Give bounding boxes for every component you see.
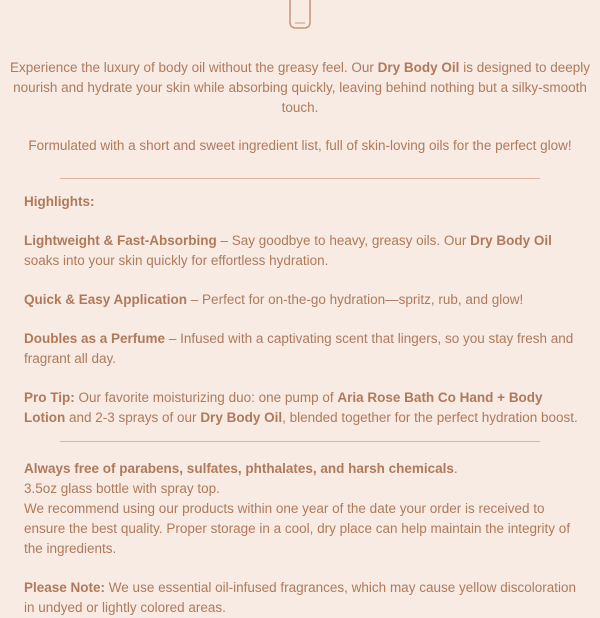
please-note: Please Note: We use essential oil-infused fragrances, which may cause yellow discoloration in undyed or lightly colored areas. (24, 580, 577, 615)
free-of-statement: Always free of parabens, sulfates, phthalates, and harsh chemicals. (24, 461, 458, 476)
details-section (24, 459, 580, 618)
highlights-section (24, 192, 580, 428)
highlight-item: Lightweight & Fast-Absorbing – Say goodbye to heavy, greasy oils. Our Dry Body Oil soaks into your skin quickly for effortless hydration. (24, 233, 552, 268)
pro-tip: Pro Tip: Our favorite moisturizing duo: one pump of Aria Rose Bath Co Hand + Body Lotion and 2-3 sprays of our Dry Body Oil, blended together for the perfect hydration boost. (24, 390, 578, 425)
intro-paragraph: Experience the luxury of body oil without the greasy feel. Our Dry Body Oil is designed to deeply nourish and hydrate your skin while absorbing quickly, leaving behind nothing but a silky-smooth touch. (9, 60, 591, 115)
divider (60, 441, 540, 442)
highlights-title: Highlights: (24, 194, 95, 209)
usage-recommendation: We recommend using our products within one year of the date your order is received to ensure the best quality. Proper storage in a cool, dry place can help maintain the integrity of the ingredients. (24, 501, 571, 556)
highlight-item: Quick & Easy Application – Perfect for on-the-go hydration—spritz, rub, and glow! (24, 292, 524, 307)
highlight-item: Doubles as a Perfume – Infused with a captivating scent that lingers, so you stay fresh and fragrant all day. (24, 331, 574, 366)
bottle-size: 3.5oz glass bottle with spray top. (24, 481, 220, 496)
bottle-icon (284, 0, 316, 36)
ingredient-summary: Formulated with a short and sweet ingredient list, full of skin-loving oils for the perfect glow! (28, 138, 572, 153)
product-intro (0, 58, 600, 156)
divider (60, 178, 540, 179)
